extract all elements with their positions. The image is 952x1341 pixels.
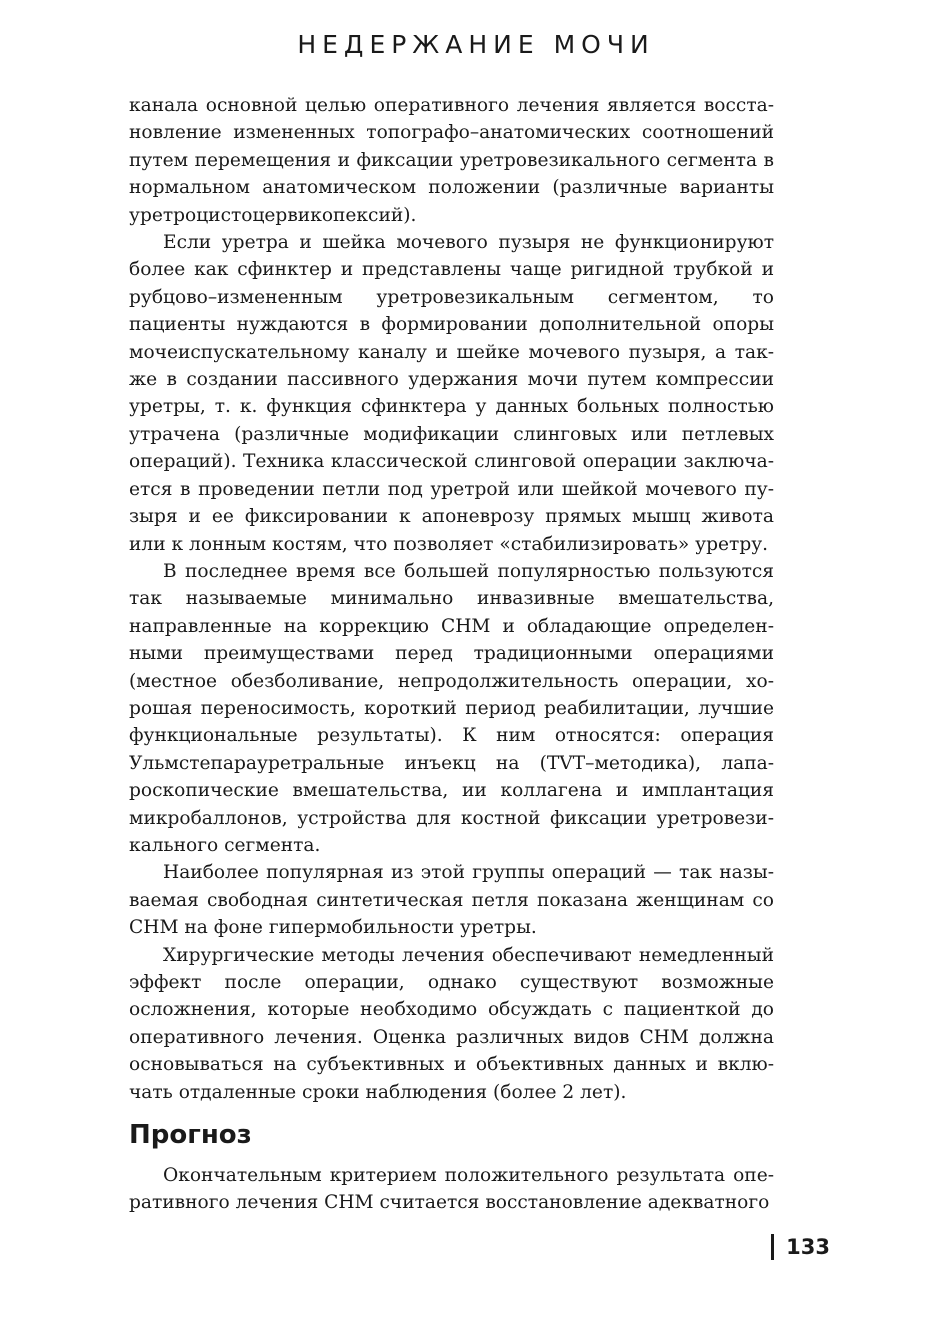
paragraph-surgical-methods: Хирургические методы лечения обеспечивают немедленный эффект после операции, однако существуют возможные осложнения, которые необходимо обсуждать с пациенткой до оперативного лечения. Оценка различных видов СНМ должна основываться на субъективных и объективных данных и включать отдаленные сроки наблюдения (более 2 лет). [129, 944, 774, 1103]
folio-divider [771, 1234, 774, 1260]
page-number: 133 [786, 1235, 830, 1259]
paragraph-surgery-goal: канала основной целью оперативного лечения является восстановление измененных топографо–анатомических соотношений путем перемещения и фиксации уретровезикального сегмента в нормальном анатомическом положении (различные варианты уретроцистоцервикопексий). [129, 95, 774, 226]
paragraph-minimally-invasive: В последнее время все большей популярностью пользуются так называемые минимально инвазивные вмешательства, направленные на коррекцию СНМ и обладающие определенными преимуществами перед традиционными операциями (местное обезболивание, непродолжительность операции, хорошая переносимость, короткий период реабилитации, лучшие функциональные результаты). К ним относятся: операция Ульмстепарауретральные инъекц на (TVT–методика), лапароскопические вмешательства, ии коллагена и имплантация микробаллонов, устройства для костной фиксации уретровезикального сегмента. [129, 560, 774, 856]
paragraph-sling-operations: Если уретра и шейка мочевого пузыря не функционируют более как сфинктер и представлены чаще ригидной трубкой и рубцово–измененным уретровезикальным сегментом, то пациенты нуждаются в формировании дополнительной опоры мочеиспускательному каналу и шейке мочевого пузыря, а также в создании пассивного удержания мочи путем компрессии уретры, т. к. функция сфинктера у данных больных полностью утрачена (различные модификации слинговых или петлевых операций). Техника классической слинговой операции заключается в проведении петли под уретрой или шейкой мочевого пузыря и ее фиксировании к апоневрозу прямых мышц живота или к лонным костям, что позволяет «стабилизировать» уретру. [129, 232, 774, 555]
section-heading-prognosis: Прогноз [129, 1120, 252, 1151]
page-folio [771, 1234, 830, 1260]
paragraph-synthetic-loop: Наиболее популярная из этой группы операций — так называемая свободная синтетическая петля показана женщинам со СНМ на фоне гипермобильности уретры. [129, 862, 774, 939]
body-text [129, 92, 774, 1217]
running-head: НЕДЕРЖАНИЕ МОЧИ [297, 30, 655, 59]
paragraph-prognosis: Окончательным критерием положительного результата оперативного лечения СНМ считается восстановление адекватного [129, 1165, 774, 1214]
